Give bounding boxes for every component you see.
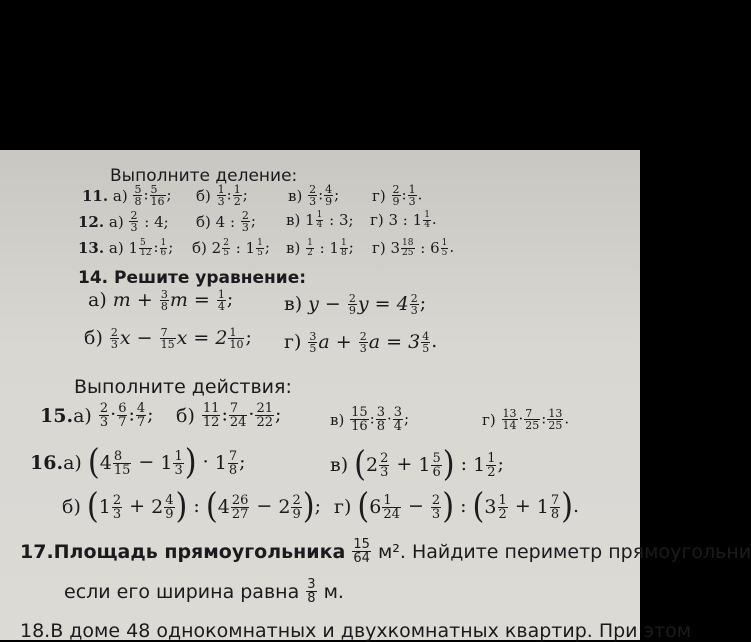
fraction: $\frac{1}{5}$ (257, 237, 263, 258)
exercise-14-v: в) y − $\frac{2}{9}$ y = 4 $\frac{2}{3}$ ; (284, 291, 427, 317)
exercise-14-title: 14. Решите уравнение: (78, 268, 307, 288)
exercise-18: 18.В доме 48 однокомнатных и двухкомнатных квартир. При этом (20, 620, 692, 642)
fraction: $\frac{2}{9}$ (292, 492, 301, 522)
fraction: $\frac{6}{7}$ (118, 401, 127, 430)
fraction: $\frac{7}{15}$ (160, 325, 175, 351)
fraction: $\frac{2}{3}$ (410, 291, 418, 317)
fraction: $\frac{26}{27}$ (231, 492, 249, 522)
fraction: $\frac{2}{3}$ (431, 492, 441, 522)
fraction: $\frac{1}{10}$ (229, 325, 244, 351)
fraction: $\frac{1}{3}$ (217, 183, 225, 208)
fraction: $\frac{13}{14}$ (502, 407, 517, 432)
fraction: $\frac{1}{4}$ (217, 287, 225, 313)
fraction: $\frac{2}{3}$ (309, 183, 317, 208)
fraction: $\frac{5}{8}$ (134, 183, 142, 208)
exercise-12-v: в) 1 $\frac{1}{4}$ : 3; (286, 209, 354, 230)
fraction: $\frac{5}{12}$ (140, 237, 152, 258)
division-heading: Выполните деление: (110, 166, 298, 186)
fraction: $\frac{2}{3}$ (99, 401, 109, 430)
exercise-16-v: в) (2 $\frac{2}{3}$ + 1 $\frac{5}{6}$ ) : 1 $\frac{1}{2}$ ; (330, 444, 504, 485)
fraction: $\frac{2}{3}$ (130, 209, 138, 234)
fraction: $\frac{3}{8}$ (376, 405, 385, 434)
fraction: $\frac{1}{2}$ (487, 450, 496, 480)
textbook-page (0, 150, 751, 642)
fraction: $\frac{8}{15}$ (113, 448, 131, 478)
fraction: $\frac{4}{5}$ (422, 329, 430, 355)
exercise-17-line2: если его ширина равна $\frac{3}{8}$ м. (64, 577, 344, 606)
actions-heading: Выполните действия: (74, 376, 292, 398)
exercise-13-b: б) 2 $\frac{2}{5}$ : 1 $\frac{1}{5}$ ; (192, 237, 270, 258)
exercise-16-g: г) (6 $\frac{1}{24}$ − $\frac{2}{3}$ ) : (3 $\frac{1}{2}$ + 1 $\frac{7}{8}$ ). (334, 486, 580, 527)
fraction: $\frac{3}{5}$ (309, 329, 317, 355)
fraction: $\frac{7}{8}$ (550, 492, 560, 522)
fraction: $\frac{1}{4}$ (424, 209, 430, 230)
fraction: $\frac{2}{3}$ (110, 325, 118, 351)
fraction: $\frac{1}{2}$ (233, 183, 241, 208)
fraction: $\frac{1}{4}$ (316, 209, 323, 230)
fraction: $\frac{2}{3}$ (112, 492, 122, 522)
fraction: $\frac{15}{64}$ (353, 537, 370, 566)
exercise-number: 11. (82, 186, 109, 205)
exercise-11-g: г) $\frac{2}{9}$ : $\frac{1}{3}$ . (372, 183, 423, 208)
exercise-12-b: б) 4 : $\frac{2}{3}$ ; (196, 209, 256, 234)
fraction: $\frac{1}{2}$ (307, 237, 313, 258)
exercise-16-a: 16.а) (4 $\frac{8}{15}$ − 1 $\frac{1}{3}$ ) · 1 $\frac{7}{8}$ ; (30, 442, 246, 483)
fraction: $\frac{2}{9}$ (348, 291, 356, 317)
exercise-15-b: б) $\frac{11}{12}$ : $\frac{7}{24}$ · $\frac{21}{22}$ ; (176, 401, 282, 430)
fraction: $\frac{2}{5}$ (223, 237, 229, 258)
exercise-15-v: в) $\frac{15}{16}$ : $\frac{3}{8}$ · $\frac{3}{4}$ ; (330, 405, 410, 434)
fraction: $\frac{7}{24}$ (229, 401, 247, 430)
exercise-11-b: б) $\frac{1}{3}$ : $\frac{1}{2}$ ; (196, 183, 248, 208)
fraction: $\frac{1}{2}$ (498, 492, 507, 522)
fraction: $\frac{7}{25}$ (525, 407, 540, 432)
exercise-11: 11. а) $\frac{5}{8}$ : $\frac{5}{16}$ ; (82, 183, 172, 208)
fraction: $\frac{5}{16}$ (150, 183, 165, 208)
item-label: а) (112, 186, 128, 205)
fraction: $\frac{4}{7}$ (136, 401, 146, 430)
fraction: $\frac{1}{24}$ (383, 492, 400, 522)
exercise-13: 13. а) 1 $\frac{5}{12}$ : $\frac{1}{6}$ ; (78, 237, 174, 258)
exercise-12-g: г) 3 : 1 $\frac{1}{4}$ . (370, 209, 437, 230)
fraction: $\frac{5}{6}$ (432, 450, 441, 480)
fraction: $\frac{4}{9}$ (325, 183, 333, 208)
fraction: $\frac{18}{25}$ (402, 237, 414, 258)
fraction: $\frac{1}{6}$ (160, 237, 167, 258)
fraction: $\frac{7}{8}$ (228, 448, 238, 478)
exercise-11-v: в) $\frac{2}{3}$ : $\frac{4}{9}$ ; (288, 183, 340, 208)
fraction: $\frac{1}{3}$ (408, 183, 416, 208)
fraction: $\frac{3}{8}$ (307, 577, 316, 606)
fraction: $\frac{2}{3}$ (380, 450, 389, 480)
exercise-13-v: в) $\frac{1}{2}$ : 1 $\frac{1}{8}$ ; (286, 237, 354, 258)
exercise-17-line1: 17.Площадь прямоугольника $\frac{15}{64}$ м². Найдите периметр прямоугольни (20, 537, 751, 566)
fraction: $\frac{11}{12}$ (202, 401, 220, 430)
fraction: $\frac{1}{5}$ (441, 237, 448, 258)
fraction: $\frac{13}{25}$ (548, 407, 563, 432)
exercise-14-b: б) $\frac{2}{3}$ x − $\frac{7}{15}$ x = 2 $\frac{1}{10}$ ; (84, 325, 252, 351)
fraction: $\frac{2}{9}$ (392, 183, 400, 208)
fraction: $\frac{2}{3}$ (359, 329, 367, 355)
exercise-12: 12. а) $\frac{2}{3}$ : 4; (78, 209, 169, 234)
exercise-14-g: г) $\frac{3}{5}$ a + $\frac{2}{3}$ a = 3 $\frac{4}{5}$ . (284, 329, 438, 355)
fraction: $\frac{4}{9}$ (165, 492, 174, 522)
fraction: $\frac{21}{22}$ (256, 401, 273, 430)
fraction: $\frac{3}{8}$ (160, 287, 168, 313)
fraction: $\frac{1}{8}$ (340, 237, 347, 258)
exercise-15-g: г) $\frac{13}{14}$ · $\frac{7}{25}$ : $\frac{13}{25}$ . (482, 407, 570, 432)
fraction: $\frac{1}{3}$ (174, 448, 183, 478)
fraction: $\frac{15}{16}$ (351, 405, 368, 434)
exercise-14-a: а) m + $\frac{3}{8}$ m = $\frac{1}{4}$ ; (88, 287, 234, 313)
fraction: $\frac{3}{4}$ (393, 405, 403, 434)
fraction: $\frac{2}{3}$ (241, 209, 249, 234)
exercise-16-b: б) (1 $\frac{2}{3}$ + 2 $\frac{4}{9}$ ) : (4 $\frac{26}{27}$ − 2 $\frac{2}{9}$ ); (62, 486, 321, 527)
exercise-15: 15.а) $\frac{2}{3}$ · $\frac{6}{7}$ : $\frac{4}{7}$ ; (40, 401, 154, 430)
exercise-13-g: г) 3 $\frac{18}{25}$ : 6 $\frac{1}{5}$ . (372, 237, 455, 258)
